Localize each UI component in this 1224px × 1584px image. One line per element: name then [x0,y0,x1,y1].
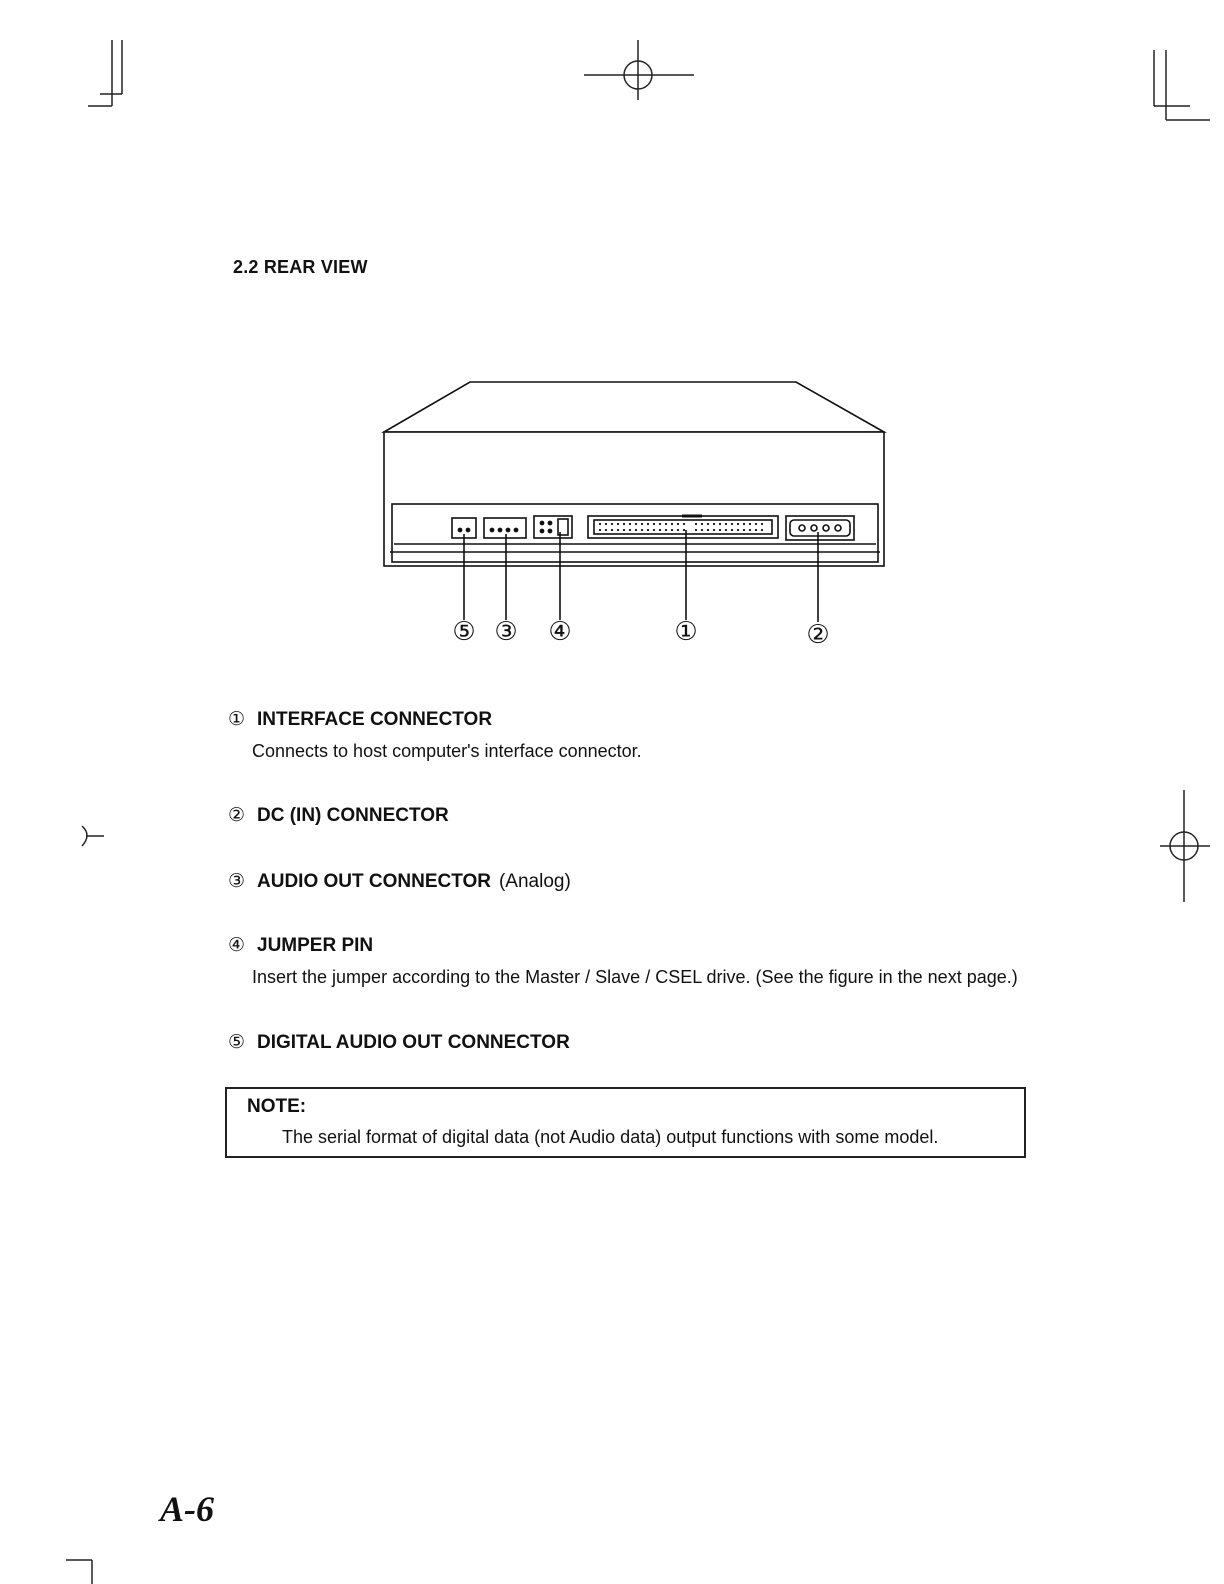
note-title: NOTE: [247,1096,307,1117]
rear-view-figure [360,372,900,662]
callout-5: ⑤ [452,617,476,647]
item-audio-out-connector [228,870,1048,894]
callout-3: ③ [494,617,518,647]
item-title: DC (IN) CONNECTOR [257,805,449,826]
item-description: Insert the jumper according to the Master / Slave / CSEL drive. (See the figure in the next page.) [252,967,1018,987]
item-title: DIGITAL AUDIO OUT CONNECTOR [257,1032,570,1053]
item-qualifier: (Analog) [498,871,571,892]
item-digital-audio-out-connector [228,1031,1048,1055]
item-title: AUDIO OUT CONNECTOR [257,871,491,892]
item-number: ③ [228,871,246,892]
note-text: The serial format of digital data (not Audio data) output functions with some model. [282,1127,939,1147]
item-title: INTERFACE CONNECTOR [257,709,493,730]
page-number: A-6 [160,1489,214,1529]
callout-4: ④ [548,617,572,647]
section-title: 2.2 REAR VIEW [233,257,368,277]
item-interface-connector [228,708,1048,764]
item-number: ① [228,709,246,730]
item-jumper-pin [228,934,1048,990]
note-box [225,1087,1026,1158]
item-number: ④ [228,935,246,956]
item-description: Connects to host computer's interface connector. [252,741,642,761]
callout-1: ① [674,617,698,647]
item-number: ⑤ [228,1032,246,1053]
item-number: ② [228,805,246,826]
item-dc-in-connector [228,804,1048,828]
item-title: JUMPER PIN [257,935,374,956]
callout-2: ② [806,620,830,650]
